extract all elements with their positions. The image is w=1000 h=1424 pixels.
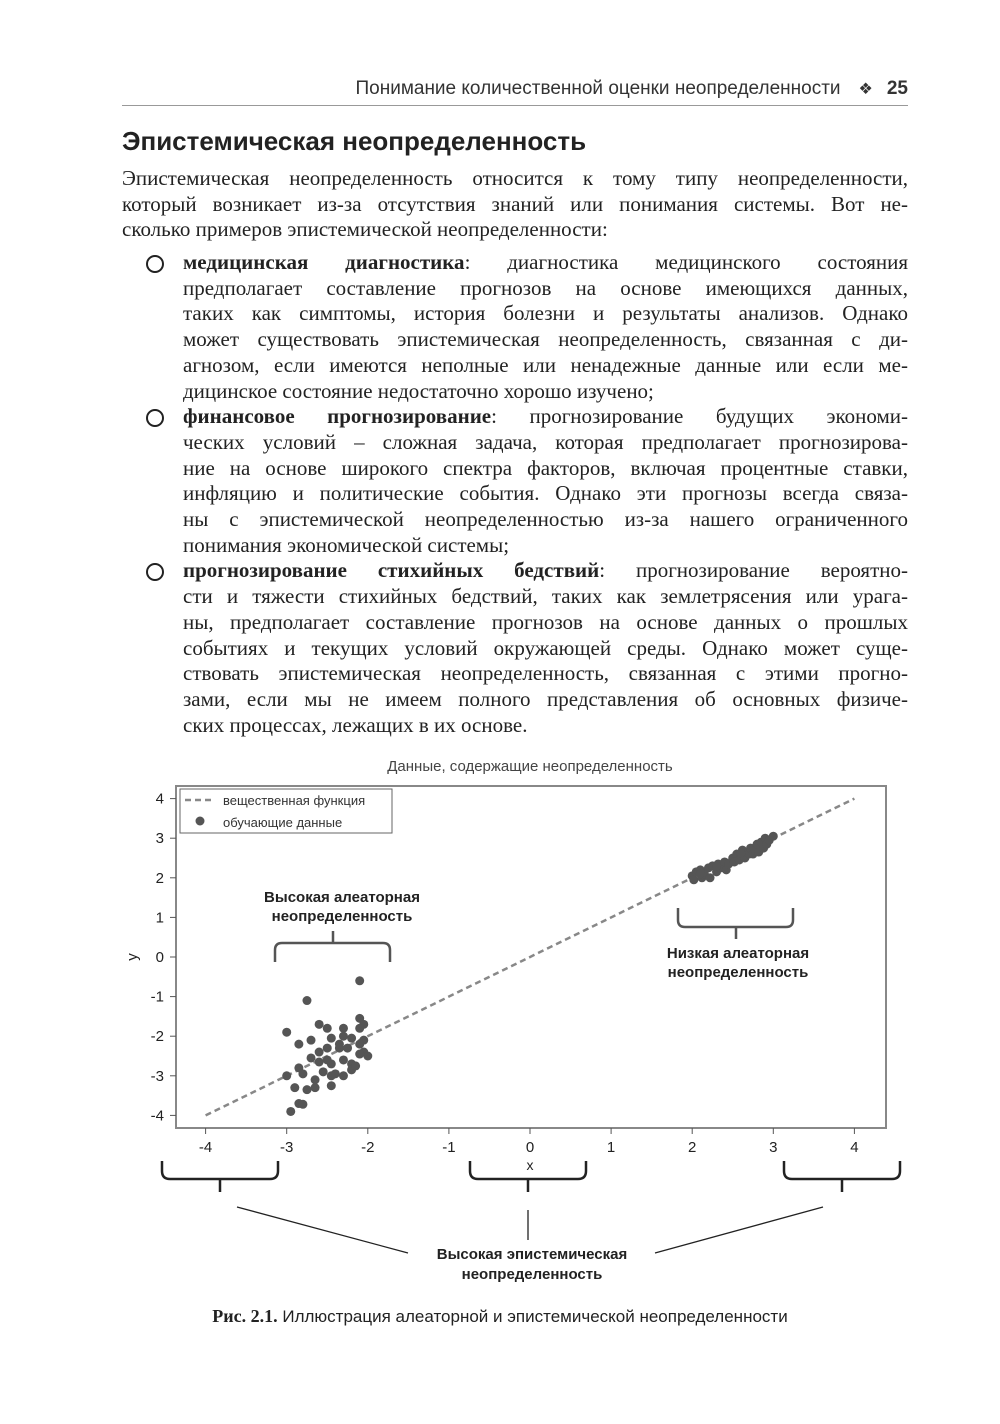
pointer-line [237,1207,408,1253]
bullet-text: : диагностика медицинского состояния [464,250,908,274]
training-data-point [307,1036,316,1045]
training-data-point [339,1032,348,1041]
x-tick-label: 2 [688,1139,697,1156]
training-data-point [769,832,778,841]
text-line: событиях и текущих условий окружающей среды. Однако может суще- [183,635,908,660]
bullet-circle-icon [146,563,164,581]
training-data-point [323,1055,332,1064]
annotation-low-aleatoric: неопределенность [667,964,809,981]
page-number: 25 [886,78,908,99]
text-line: инфляцию и политические события. Однако эти прогнозы всегда связа- [183,481,908,506]
training-data-point [315,1057,324,1066]
running-header [355,78,908,100]
bullet-text: : прогнозирование вероятно- [599,558,908,583]
bullet-term: медицинская диагностика [183,250,465,274]
training-data-point [347,1034,356,1043]
training-data-point [302,1085,311,1094]
pointer-line [655,1207,823,1253]
training-data-point [339,1071,348,1080]
legend-point-icon [196,817,205,826]
legend-label-function: вещественная функция [223,793,366,808]
legend-label-data: обучающие данные [223,815,343,830]
text-line: может существовать эпистемическая неопределенность, связанная с ди- [183,327,908,352]
training-data-point [339,1024,348,1033]
x-tick-label: -1 [442,1139,456,1156]
section-heading: Эпистемическая неопределенность [122,126,587,156]
text-line: дицинское состояние недостаточно хорошо изучено; [183,378,654,403]
x-tick-label: -2 [361,1139,375,1156]
training-data-point [696,869,705,878]
header-rule [122,105,908,106]
text-line: ческих условий – сложная задача, которая предполагает прогнозирова- [183,429,908,454]
training-data-point [298,1100,307,1109]
training-data-point [282,1071,291,1080]
ornament-icon: ❖ [858,81,873,98]
figure-chart [0,750,1000,1300]
text-line [183,558,908,583]
bracket-high-epistemic [162,1161,278,1192]
training-data-point [323,1044,332,1053]
caption-label: Рис. 2.1. [212,1306,278,1326]
training-data-point [302,996,311,1005]
text-line: ны, предполагает составление прогнозов на основе данных о прошлых [183,609,908,634]
training-data-point [327,1071,336,1080]
training-data-point [298,1069,307,1078]
figure-caption [0,1306,1000,1327]
training-data-point [286,1107,295,1116]
bullet-text: : прогнозирование будущих экономи- [491,404,908,429]
training-data-point [351,1061,360,1070]
training-data-point [712,861,721,870]
bracket-high-epistemic [784,1161,900,1192]
training-data-point [323,1024,332,1033]
text-line: Эпистемическая неопределенность относится к тому типу неопределенности, [122,166,908,190]
text-line: сколько примеров эпистемической неопределенности: [122,217,608,242]
text-line: ны с эпистемической неопределенностью из-за нашего ограниченного [183,507,908,531]
x-axis-label: x [526,1157,534,1173]
training-data-point [327,1034,336,1043]
training-data-point [363,1052,372,1061]
training-data-point [355,1040,364,1049]
y-tick-label: 4 [155,790,164,808]
bracket-low-aleatoric [678,908,793,939]
bracket-high-aleatoric [275,931,390,962]
y-tick-label: 1 [155,909,164,927]
y-tick-label: 2 [155,869,164,887]
annotation-high-aleatoric: Высокая алеаторная [264,889,420,906]
text-line [183,250,908,275]
running-title: Понимание количественной оценки неопределенности [355,78,841,99]
training-data-point [339,1055,348,1064]
training-data-point [343,1044,352,1053]
text-line: сти и тяжести стихийных бедствий, таких как землетрясения или урага- [183,584,908,609]
y-axis-label: y [124,953,141,961]
training-data-point [736,849,745,858]
x-tick-label: 3 [769,1139,778,1156]
text-line: ствовать эпистемическая неопределенность, связанная с этими прогно- [183,661,908,686]
training-data-point [315,1020,324,1029]
y-tick-label: 0 [155,949,164,966]
training-data-point [294,1040,303,1049]
x-tick-label: -3 [280,1139,294,1156]
x-tick-label: 0 [525,1139,535,1156]
training-data-point [315,1048,324,1057]
text-line: таких как симптомы, история болезни и результаты анализов. Однако [183,301,908,326]
annotation-high-epistemic: Высокая эпистемическая [436,1246,628,1263]
x-tick-label: 4 [850,1139,859,1156]
training-data-point [319,1067,328,1076]
annotation-high-epistemic: неопределенность [461,1266,603,1283]
annotation-low-aleatoric: Низкая алеаторная [666,945,810,962]
y-tick-label: -3 [150,1067,164,1085]
text-line: ских процессах, лежащих в их основе. [183,712,528,737]
text-line [183,404,908,429]
text-line: зами, если мы не имеем полного представления об основных физиче- [183,686,908,711]
chart-title: Данные, содержащие неопределенность [387,758,673,775]
training-data-point [355,976,364,985]
bullet-circle-icon [146,255,164,273]
y-tick-label: -2 [150,1028,164,1046]
training-data-point [282,1028,291,1037]
annotation-high-aleatoric: неопределенность [271,908,413,925]
training-data-point [290,1083,299,1092]
text-line: понимания экономической системы; [183,532,510,557]
training-data-point [335,1040,344,1049]
caption-text: Иллюстрация алеаторной и эпистемической неопределенности [277,1307,788,1326]
text-line: предполагает составление прогнозов на основе имеющихся данных, [183,275,908,300]
y-tick-label: -1 [150,988,164,1006]
bullet-circle-icon [146,409,164,427]
x-tick-label: -4 [198,1139,213,1156]
text-line: который возникает из-за отсутствия знаний или понимания системы. Вот не- [122,191,908,216]
bullet-term: прогнозирование стихийных бедствий [183,558,600,583]
x-tick-label: 1 [606,1139,616,1156]
text-line: ние на основе широкого спектра факторов, включая процентные ставки, [183,455,908,480]
training-data-point [311,1083,320,1092]
training-data-point [355,1050,364,1059]
training-data-point [307,1053,316,1062]
training-data-point [355,1024,364,1033]
training-data-point [327,1081,336,1090]
text-line: агнозом, если имеются неполные или ненадежные данные или если ме- [183,352,908,377]
y-tick-label: -4 [150,1107,164,1125]
bullet-term: финансовое прогнозирование [183,404,492,429]
y-tick-label: 3 [155,830,164,848]
training-data-point [311,1075,320,1084]
